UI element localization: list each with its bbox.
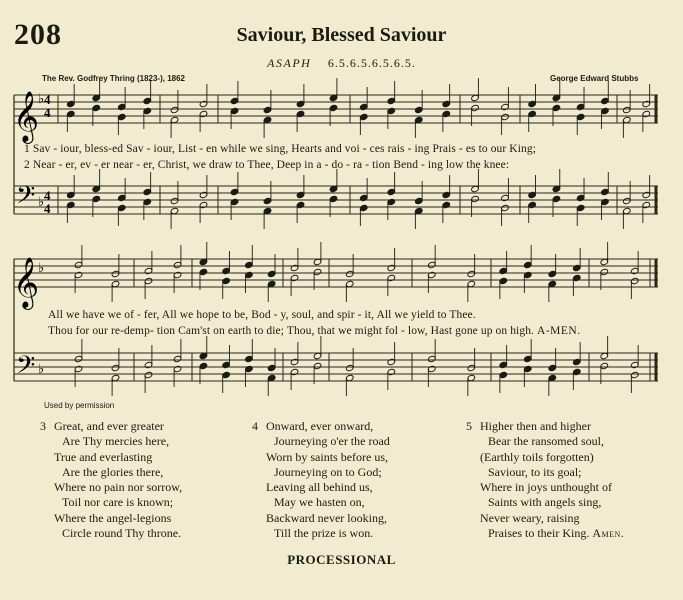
- tune-name: ASAPH: [267, 56, 312, 70]
- stanza-line: Where the angel-legions: [54, 510, 172, 525]
- system1-verse2-lyrics: 2 Near - er, ev - er near - er, Christ, we draw to Thee, Deep in a - do - ra - tion Bend - ing low the knee:: [24, 159, 510, 171]
- staff-lines: [14, 95, 658, 381]
- stanza-line: Saviour, to its goal;: [488, 464, 582, 479]
- stanza-line: Worn by saints before us,: [266, 449, 389, 464]
- hymn-number: 208: [14, 18, 62, 51]
- stanza-line: Bear the ransomed soul,: [488, 434, 604, 449]
- bass-clef-2: 𝄢: [16, 351, 36, 386]
- stanza-number: 4: [252, 419, 258, 433]
- system2-verse2-lyrics: [48, 325, 581, 337]
- stanza-line: Backward never looking,: [266, 510, 387, 525]
- stanza-line: Higher then and higher: [480, 419, 591, 433]
- author-credit: The Rev. Godfrey Thring (1823-), 1862: [42, 74, 186, 83]
- time-signature-top-2: 4: [44, 188, 51, 203]
- stanza-line: Till the prize is won.: [274, 526, 374, 541]
- hymn-title: Saviour, Blessed Saviour: [236, 24, 447, 46]
- stanza-line: Great, and ever greater: [54, 419, 164, 433]
- section-footer: PROCESSIONAL: [287, 552, 396, 567]
- stanza-line: Journeying on to God;: [274, 464, 382, 479]
- flat-sign-3: ♭: [38, 261, 45, 276]
- stanza-line: Onward, ever onward,: [266, 419, 374, 433]
- stanza-5: [466, 419, 624, 541]
- treble-clef-1: 𝄞: [13, 91, 40, 142]
- time-signature-bottom-2: 4: [44, 201, 51, 216]
- system2-verse1-lyrics: All we have we of - fer, All we hope to be, Bod - y, soul, and spir - it, All we yield to Thee.: [48, 309, 476, 321]
- stanza-line: Where no pain nor sorrow,: [54, 480, 183, 495]
- system1-verse1-lyrics: 1 Sav - iour, bless-ed Sav - iour, List - en while we sing, Hearts and voi - ces rais - ing Prais - es to our King;: [24, 143, 537, 155]
- stanza-number: 5: [466, 419, 472, 433]
- amen-label: Amen.: [592, 526, 625, 541]
- stanza-line: (Earthly toils forgotten): [480, 449, 594, 464]
- time-signature-top-1: 4: [44, 92, 51, 107]
- flat-sign-1: ♭: [38, 92, 45, 107]
- notes: [66, 78, 650, 396]
- stanza-line: True and everlasting: [54, 449, 153, 464]
- stanza-line: Never weary, raising: [480, 510, 580, 525]
- stanza-line-text: Praises to their King.: [488, 526, 590, 541]
- system2-verse2-text: Thou for our re-demp- tion Cam'st on earth to die; Thou, that we might fol - low, Hast gone up on high.: [48, 325, 535, 337]
- stanza-4: [252, 419, 390, 541]
- tune-meter: 6.5.6.5.6.5.6.5.: [327, 56, 416, 70]
- flat-sign-4: ♭: [38, 362, 45, 377]
- stanza-3: [40, 419, 182, 541]
- stanza-line: Circle round Thy throne.: [62, 526, 182, 541]
- bass-clef-1: 𝄢: [16, 181, 36, 216]
- stanza-line: Toil nor care is known;: [62, 495, 174, 510]
- stanza-line: Journeying o'er the road: [274, 434, 390, 449]
- stanza-line: Where in joys unthought of: [480, 480, 612, 495]
- permission-note: Used by permission: [44, 401, 115, 410]
- stanza-number: 3: [40, 419, 46, 433]
- composer-credit: George Edward Stubbs: [550, 74, 639, 83]
- time-signature-bottom-1: 4: [44, 105, 51, 120]
- amen-label: A-MEN.: [537, 325, 581, 337]
- treble-clef-2: 𝄞: [13, 257, 40, 308]
- stanza-line: Are Thy mercies here,: [62, 434, 170, 449]
- flat-sign-2: ♭: [38, 195, 45, 210]
- stanza-line: [466, 526, 624, 541]
- stanza-line: Leaving all behind us,: [266, 480, 373, 495]
- barlines: [14, 95, 656, 381]
- stanza-line: May we hasten on,: [274, 495, 365, 510]
- stanza-line: Saints with angels sing,: [488, 495, 602, 510]
- stanza-line: Are the glories there,: [62, 464, 164, 479]
